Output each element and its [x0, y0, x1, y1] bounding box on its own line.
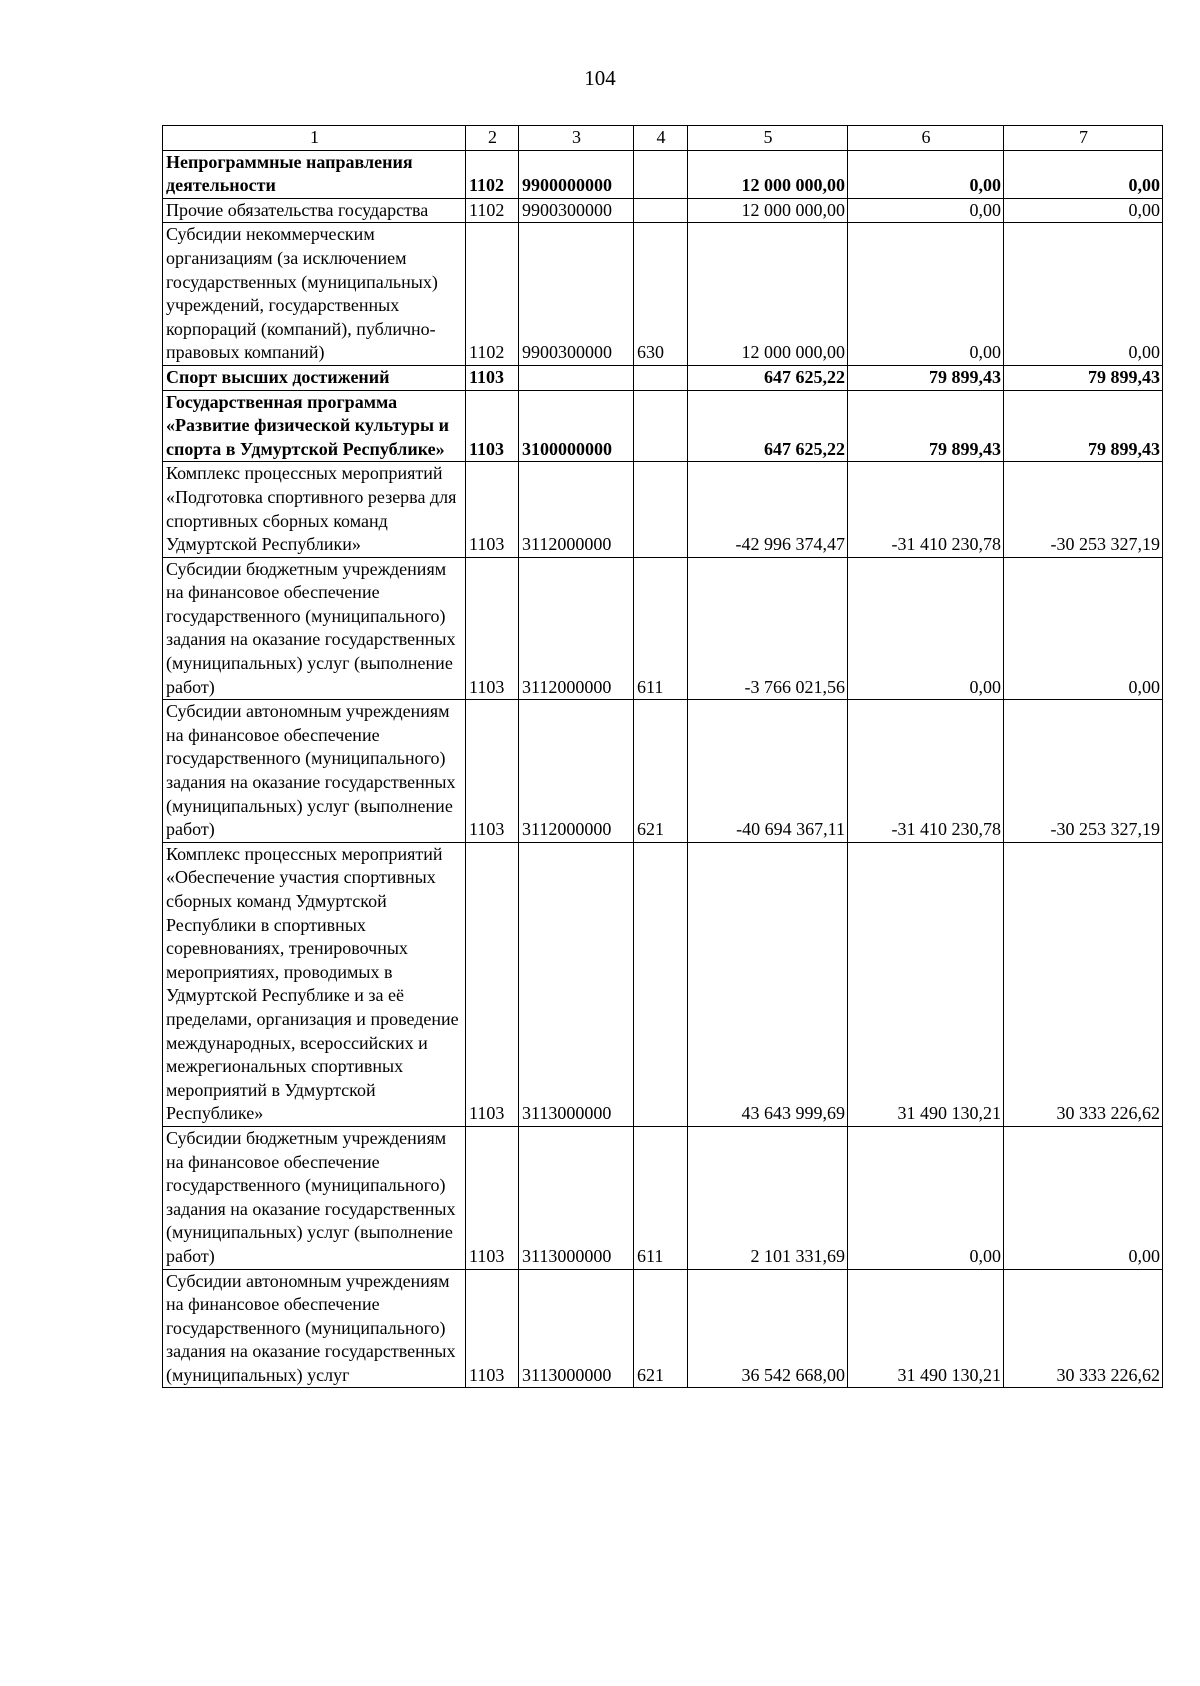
- amount-col7-cell: 30 333 226,62: [1004, 1269, 1163, 1388]
- target-code-cell: 9900300000: [519, 198, 634, 223]
- row-name-cell: Прочие обязательства государства: [163, 198, 466, 223]
- section-code-cell: 1103: [466, 1269, 519, 1388]
- expense-type-cell: [634, 390, 688, 462]
- table-row: [163, 1126, 1163, 1269]
- amount-col7-cell: -30 253 327,19: [1004, 700, 1163, 843]
- target-code-cell: [519, 365, 634, 390]
- amount-col5-cell: -42 996 374,47: [688, 462, 848, 557]
- row-name-cell: Спорт высших достижений: [163, 365, 466, 390]
- table-row: [163, 1269, 1163, 1388]
- page-number: 104: [584, 66, 616, 90]
- table-row: [163, 223, 1163, 366]
- amount-col7-cell: 0,00: [1004, 223, 1163, 366]
- expense-type-cell: [634, 842, 688, 1126]
- target-code-cell: 3100000000: [519, 390, 634, 462]
- expense-type-cell: 611: [634, 557, 688, 700]
- amount-col5-cell: 12 000 000,00: [688, 198, 848, 223]
- row-name-cell: Субсидии бюджетным учреждениям на финансовое обеспечение государственного (муниципального) задания на оказание государственных (муниципальных) услуг (выполнение работ): [163, 1126, 466, 1269]
- expense-type-cell: [634, 462, 688, 557]
- section-code-cell: 1102: [466, 150, 519, 198]
- amount-col6-cell: 31 490 130,21: [848, 1269, 1004, 1388]
- table-row: [163, 557, 1163, 700]
- amount-col5-cell: 12 000 000,00: [688, 223, 848, 366]
- row-name-cell: Субсидии автономным учреждениям на финансовое обеспечение государственного (муниципального) задания на оказание государственных (муниципальных) услуг (выполнение работ): [163, 700, 466, 843]
- row-name-cell: Государственная программа «Развитие физической культуры и спорта в Удмуртской Республике»: [163, 390, 466, 462]
- amount-col6-cell: 79 899,43: [848, 365, 1004, 390]
- column-header: 2: [466, 126, 519, 151]
- column-header: 6: [848, 126, 1004, 151]
- column-header: 7: [1004, 126, 1163, 151]
- section-code-cell: 1103: [466, 462, 519, 557]
- section-code-cell: 1102: [466, 223, 519, 366]
- expense-type-cell: 621: [634, 700, 688, 843]
- amount-col6-cell: 0,00: [848, 198, 1004, 223]
- table-row: [163, 842, 1163, 1126]
- amount-col6-cell: -31 410 230,78: [848, 700, 1004, 843]
- amount-col5-cell: 36 542 668,00: [688, 1269, 848, 1388]
- amount-col7-cell: 30 333 226,62: [1004, 842, 1163, 1126]
- target-code-cell: 9900300000: [519, 223, 634, 366]
- target-code-cell: 3112000000: [519, 462, 634, 557]
- amount-col7-cell: -30 253 327,19: [1004, 462, 1163, 557]
- section-code-cell: 1103: [466, 1126, 519, 1269]
- amount-col5-cell: 647 625,22: [688, 365, 848, 390]
- row-name-cell: Непрограммные направления деятельности: [163, 150, 466, 198]
- table-row: [163, 700, 1163, 843]
- row-name-cell: Комплекс процессных мероприятий «Подготовка спортивного резерва для спортивных сборных команд Удмуртской Республики»: [163, 462, 466, 557]
- amount-col5-cell: 647 625,22: [688, 390, 848, 462]
- amount-col6-cell: 79 899,43: [848, 390, 1004, 462]
- expense-type-cell: [634, 365, 688, 390]
- section-code-cell: 1103: [466, 365, 519, 390]
- expense-type-cell: [634, 150, 688, 198]
- column-header: 4: [634, 126, 688, 151]
- target-code-cell: 9900000000: [519, 150, 634, 198]
- table-body: [163, 150, 1163, 1388]
- amount-col7-cell: 0,00: [1004, 150, 1163, 198]
- target-code-cell: 3113000000: [519, 1269, 634, 1388]
- amount-col7-cell: 0,00: [1004, 1126, 1163, 1269]
- expense-type-cell: 621: [634, 1269, 688, 1388]
- column-header: 1: [163, 126, 466, 151]
- amount-col6-cell: 0,00: [848, 150, 1004, 198]
- amount-col5-cell: 43 643 999,69: [688, 842, 848, 1126]
- section-code-cell: 1103: [466, 842, 519, 1126]
- header-row: [163, 126, 1163, 151]
- table-row: [163, 150, 1163, 198]
- row-name-cell: Субсидии автономным учреждениям на финансовое обеспечение государственного (муниципального) задания на оказание государственных (муниципальных) услуг: [163, 1269, 466, 1388]
- amount-col7-cell: 79 899,43: [1004, 365, 1163, 390]
- amount-col5-cell: -40 694 367,11: [688, 700, 848, 843]
- row-name-cell: Субсидии некоммерческим организациям (за исключением государственных (муниципальных) учреждений, государственных корпораций (компаний), публично-правовых компаний): [163, 223, 466, 366]
- amount-col6-cell: -31 410 230,78: [848, 462, 1004, 557]
- section-code-cell: 1103: [466, 700, 519, 843]
- target-code-cell: 3113000000: [519, 842, 634, 1126]
- row-name-cell: Субсидии бюджетным учреждениям на финансовое обеспечение государственного (муниципального) задания на оказание государственных (муниципальных) услуг (выполнение работ): [163, 557, 466, 700]
- table-row: [163, 365, 1163, 390]
- amount-col5-cell: 12 000 000,00: [688, 150, 848, 198]
- row-name-cell: Комплекс процессных мероприятий «Обеспечение участия спортивных сборных команд Удмуртской Республики в спортивных соревнованиях, тренировочных мероприятиях, проводимых в Удмуртской Республике и за её пределами, организация и проведение международных, всероссийских и межрегиональных спортивных мероприятий в Удмуртской Республике»: [163, 842, 466, 1126]
- amount-col7-cell: 79 899,43: [1004, 390, 1163, 462]
- amount-col5-cell: 2 101 331,69: [688, 1126, 848, 1269]
- expense-type-cell: 611: [634, 1126, 688, 1269]
- amount-col6-cell: 31 490 130,21: [848, 842, 1004, 1126]
- amount-col6-cell: 0,00: [848, 557, 1004, 700]
- table-header: [163, 126, 1163, 151]
- section-code-cell: 1102: [466, 198, 519, 223]
- table-row: [163, 198, 1163, 223]
- target-code-cell: 3112000000: [519, 700, 634, 843]
- amount-col7-cell: 0,00: [1004, 557, 1163, 700]
- amount-col6-cell: 0,00: [848, 223, 1004, 366]
- section-code-cell: 1103: [466, 390, 519, 462]
- expense-type-cell: 630: [634, 223, 688, 366]
- section-code-cell: 1103: [466, 557, 519, 700]
- expense-type-cell: [634, 198, 688, 223]
- target-code-cell: 3113000000: [519, 1126, 634, 1269]
- column-header: 3: [519, 126, 634, 151]
- table-row: [163, 390, 1163, 462]
- budget-table: [162, 125, 1163, 1388]
- amount-col5-cell: -3 766 021,56: [688, 557, 848, 700]
- column-header: 5: [688, 126, 848, 151]
- table-row: [163, 462, 1163, 557]
- amount-col7-cell: 0,00: [1004, 198, 1163, 223]
- amount-col6-cell: 0,00: [848, 1126, 1004, 1269]
- target-code-cell: 3112000000: [519, 557, 634, 700]
